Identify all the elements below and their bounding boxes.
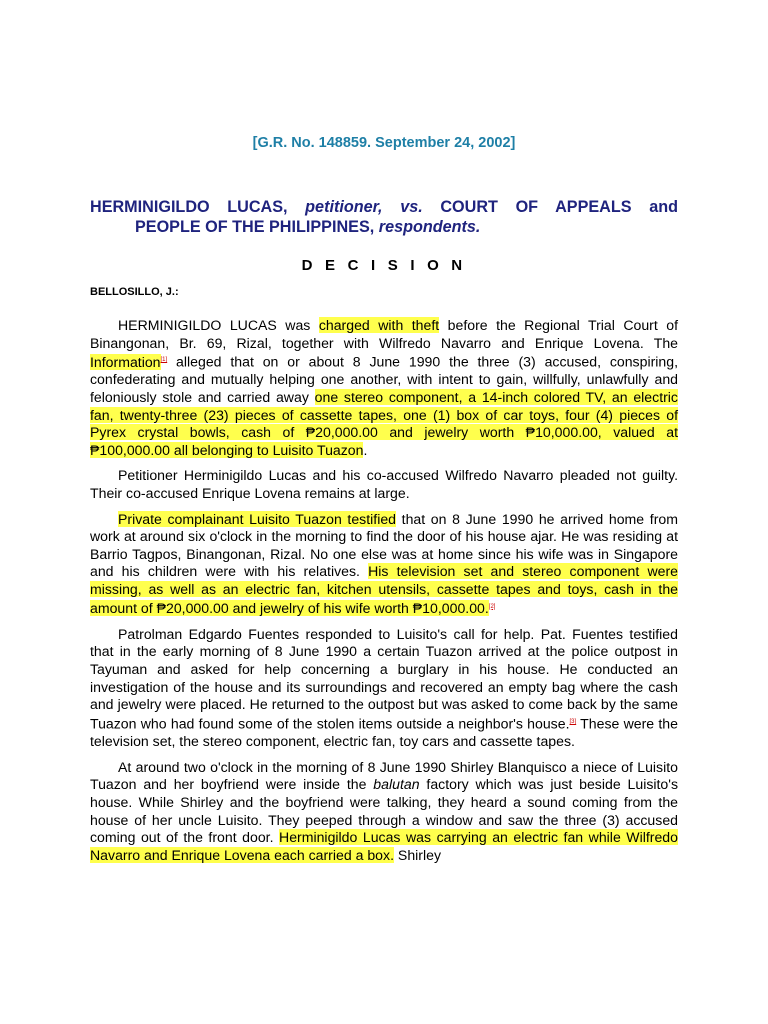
highlight: Private complainant Luisito Tuazon testified — [118, 510, 396, 527]
ponente: BELLOSILLO, J.: — [90, 286, 179, 298]
text-run: Patrolman Edgardo Fuentes responded to Luisito's call for help. Pat. Fuentes testified that in the early morning of 8 June 1990 a certain Tuazon arrived at the police outpost in Tayuman and asked for help concerning a burglary in his house. He conducted an investigation of the house and its surroundings and recovered an empty bag where the cash and jewelry were placed. He returned to the outpost but was asked to come back by the same Tuazon who had found some of the stolen items outside a neighbor's house. — [90, 625, 678, 732]
text-run: that on 8 June 1990 he arrived home from work at around six o'clock in the morning to find the door of his house ajar. He was residing at Barrio Tagpos, Binangonan, Rizal. No one else was at home since his wife was in Singapore and his children were with his relatives. — [90, 510, 678, 580]
text-run: Shirley — [394, 846, 441, 863]
petitioner-name: HERMINIGILDO LUCAS, — [90, 198, 288, 216]
footnote-link[interactable]: [1] — [160, 357, 168, 364]
decision-heading: D E C I S I O N — [301, 257, 467, 274]
case-title — [90, 197, 678, 237]
text-run: At around two o'clock in the morning of 8 June 1990 Shirley Blanquisco a niece of Luisito Tuazon and her boyfriend were inside the — [90, 758, 678, 793]
text-run: factory which was just beside Luisito's house. While Shirley and the boyfriend were talking, they heard a sound coming from the house of her uncle Luisito. They peeped through a window and saw the three (3) accused coming out of the front door. — [90, 776, 678, 846]
paragraph-1 — [90, 317, 678, 459]
text-run: . — [363, 441, 368, 458]
gr-reference: [G.R. No. 148859. September 24, 2002] — [252, 135, 516, 151]
text-run: before the Regional Trial Court of Binangonan, Br. 69, Rizal, together with Wilfredo Navarro and Enrique Lovena. The — [90, 317, 679, 351]
highlight: one stereo component, a 14-inch colored TV, an electric fan, twenty-three (23) pieces of cassette tapes, one (1) box of car toys, four (4) pieces of Pyrex crystal bowls, cash of ₱20,000.00 and jewelry worth ₱10,000.00, valued at ₱100,000.00 all belonging to Luisito Tuazon — [90, 389, 678, 458]
respondent-court: COURT OF APPEALS and — [440, 198, 678, 216]
footnote-link[interactable]: [3] — [569, 718, 577, 725]
paragraph-5 — [90, 759, 678, 865]
paragraph-3 — [90, 511, 678, 618]
highlight: charged with theft — [318, 317, 440, 333]
paragraph-2: Petitioner Herminigildo Lucas and his co-accused Wilfredo Navarro pleaded not guilty. Their co-accused Enrique Lovena remains at large. — [90, 467, 678, 502]
petitioner-role: petitioner, — [305, 198, 383, 216]
highlight: His television set and stereo component were missing, as well as an electric fan, kitchen utensils, cassette tapes and toys, cash in the amount of ₱20,000.00 and jewelry of his wife worth ₱10,000.00. — [90, 563, 679, 617]
italic-term: balutan — [373, 776, 420, 793]
text-run: These were the television set, the stereo component, electric fan, toy cars and cassette tapes. — [90, 715, 678, 750]
text-run: alleged that on or about 8 June 1990 the three (3) accused, conspiring, confederating and mutually helping one another, with intent to gain, willfully, unlawfully and feloniously stole and carried away — [90, 353, 678, 406]
case-title-line-1 — [90, 197, 678, 217]
highlight: Information — [90, 353, 161, 370]
decision-body — [90, 317, 678, 872]
versus: vs. — [400, 198, 423, 216]
respondent-role: respondents. — [378, 218, 481, 236]
text-run: HERMINIGILDO LUCAS was — [118, 317, 319, 333]
respondent-people: PEOPLE OF THE PHILIPPINES, — [135, 218, 375, 236]
highlight: Herminigildo Lucas was carrying an electric fan while Wilfredo Navarro and Enrique Lovena each carried a box. — [90, 829, 678, 863]
case-title-line-2 — [90, 217, 678, 237]
footnote-link[interactable]: [2] — [488, 603, 496, 610]
paragraph-4 — [90, 626, 678, 751]
